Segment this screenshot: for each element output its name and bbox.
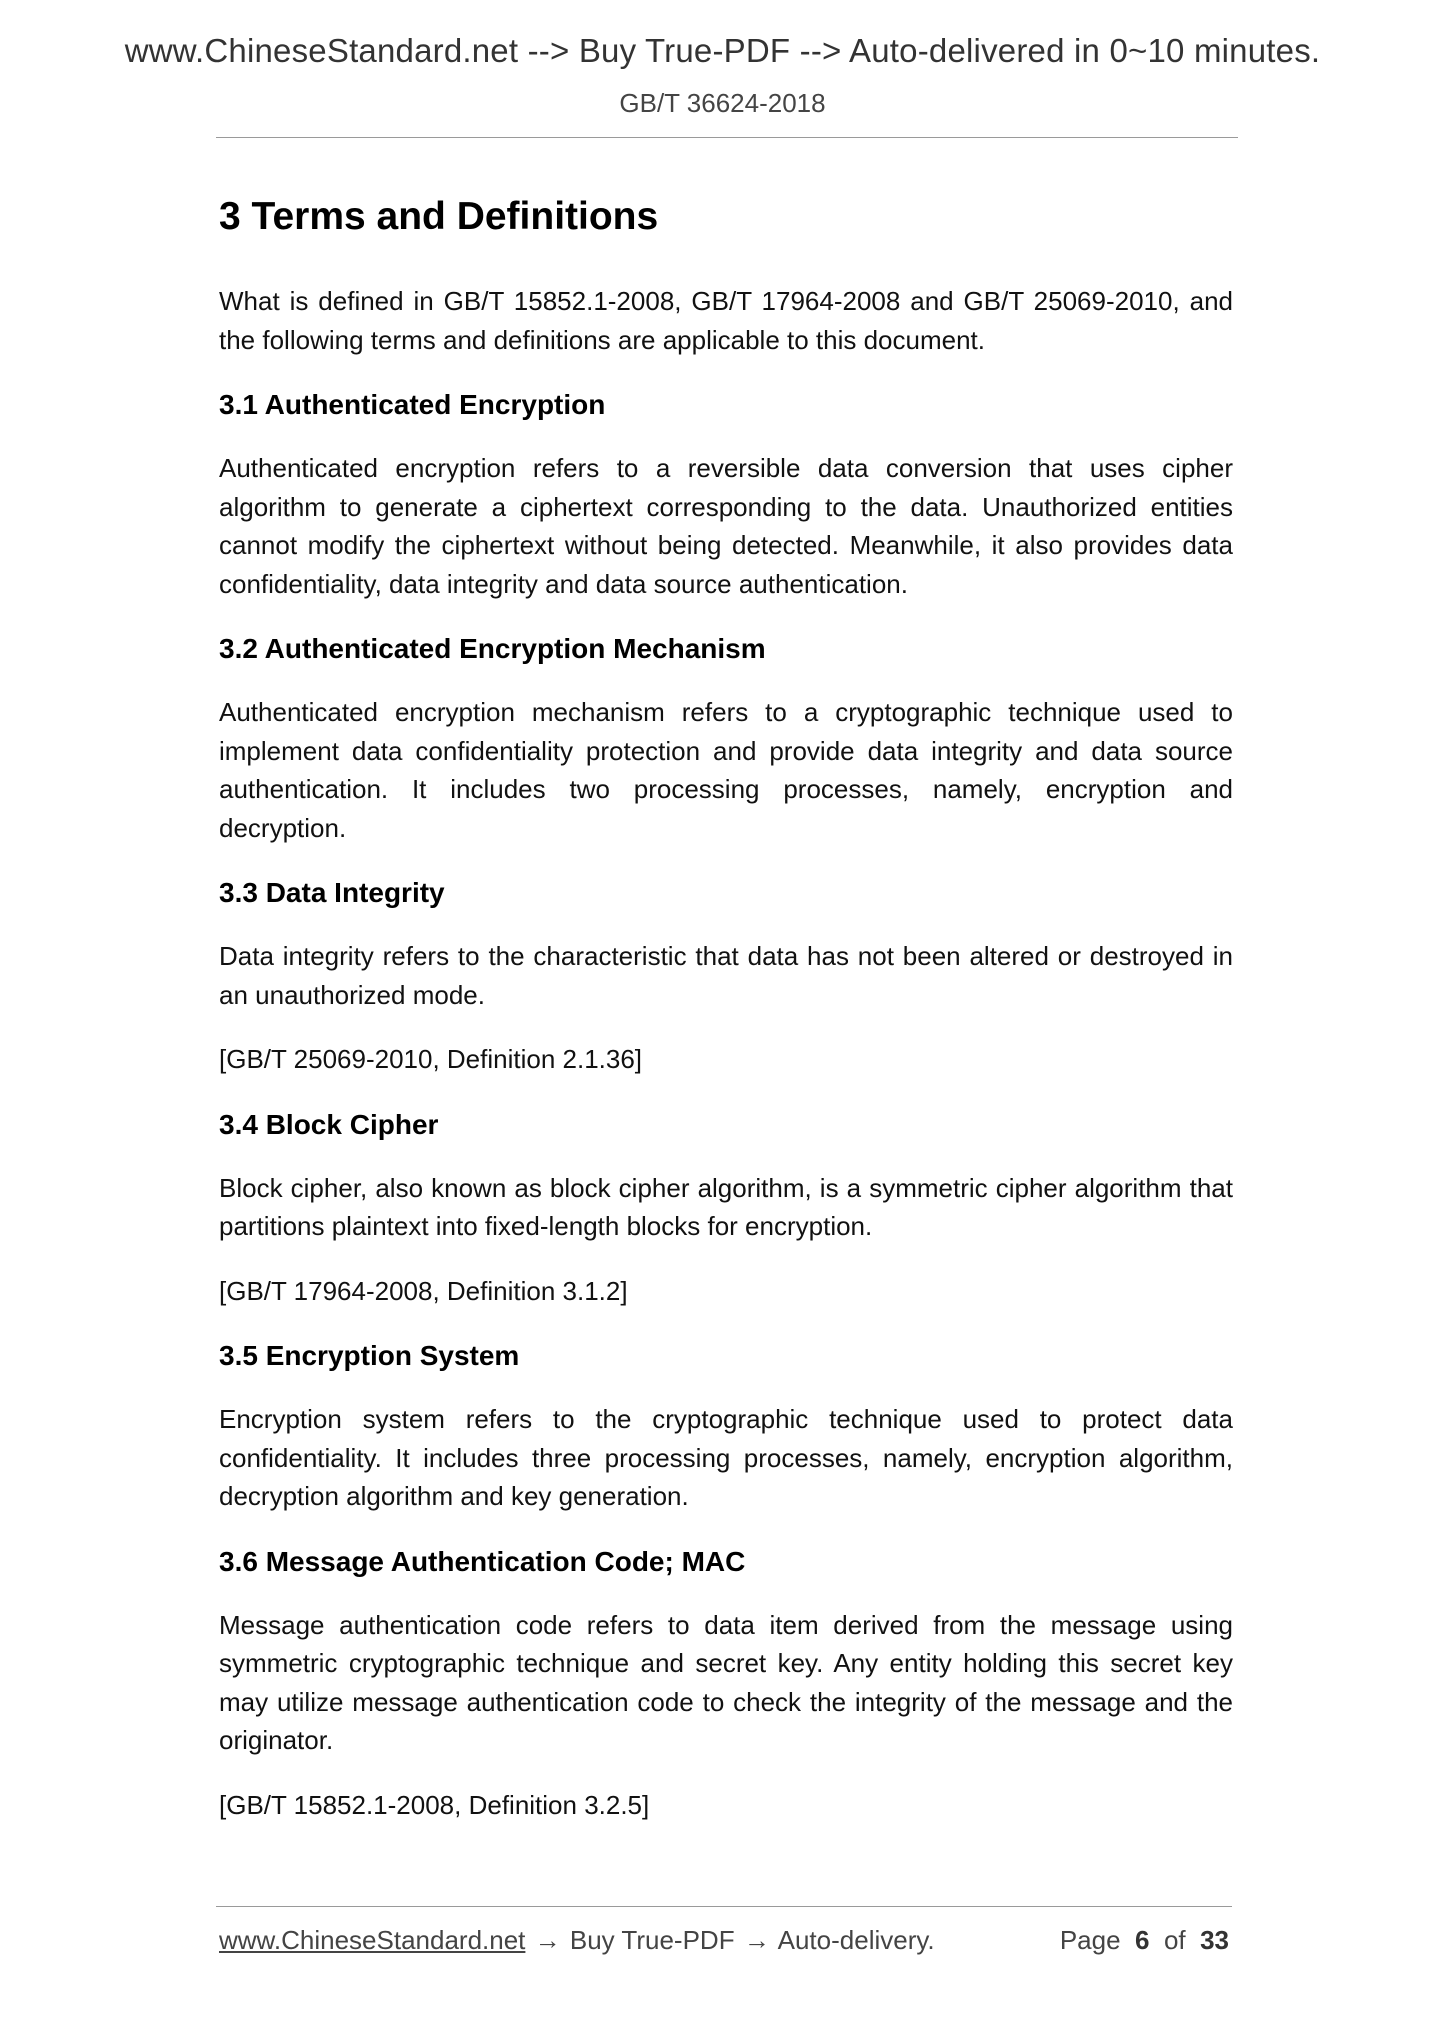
header-divider [216,137,1238,138]
term-heading: 3.4 Block Cipher [219,1108,439,1140]
section-intro: What is defined in GB/T 15852.1-2008, GB/T 17964-2008 and GB/T 25069-2010, and the following terms and definitions are applicable to this document. [219,286,1233,355]
page-number: 6 [1135,1925,1150,1955]
page-indicator [1060,1922,1229,1958]
term-heading: 3.6 Message Authentication Code; MAC [219,1545,746,1577]
term-heading: 3.5 Encryption System [219,1340,520,1371]
of-label: of [1163,1925,1186,1955]
term-reference: [GB/T 15852.1-2008, Definition 3.2.5] [219,1789,650,1820]
footer-buy-text: Buy True-PDF [569,1925,735,1955]
footer-divider [216,1906,1232,1907]
arrow-right-icon: → [743,1925,770,1955]
footer-promo [219,1922,935,1958]
footer-delivery-text: Auto-delivery. [777,1925,935,1955]
site-banner: www.ChineseStandard.net --> Buy True-PDF --> Auto-delivered in 0~10 minutes. [124,32,1321,69]
footer-site-link[interactable]: www.ChineseStandard.net [219,1925,526,1955]
section-title: 3 Terms and Definitions [219,195,659,238]
term-heading: 3.1 Authenticated Encryption [219,389,606,420]
standard-code: GB/T 36624-2018 [619,88,826,118]
term-body: Authenticated encryption refers to a reversible data conversion that uses cipher algorithm to generate a ciphertext corresponding to the data. Unauthorized entities cannot modify the ciphertext without being detected. Meanwhile, it also provides data confidentiality, data integrity and data source authentication. [219,453,1233,599]
term-body: Block cipher, also known as block cipher algorithm, is a symmetric cipher algorithm that partitions plaintext into fixed-length blocks for encryption. [219,1172,1233,1241]
term-reference: [GB/T 17964-2008, Definition 3.1.2] [219,1275,628,1306]
term-body: Data integrity refers to the characteristic that data has not been altered or destroyed in an unauthorized mode. [219,941,1233,1010]
term-body: Authenticated encryption mechanism refers to a cryptographic technique used to implement data confidentiality protection and provide data integrity and data source authentication. It includes two processing processes, namely, encryption and decryption. [219,697,1233,843]
term-body: Message authentication code refers to data item derived from the message using symmetric cryptographic technique and secret key. Any entity holding this secret key may utilize message authentication code to check the integrity of the message and the originator. [219,1609,1233,1755]
term-body: Encryption system refers to the cryptographic technique used to protect data confidentiality. It includes three processing processes, namely, encryption algorithm, decryption algorithm and key generation. [219,1404,1233,1511]
term-heading: 3.3 Data Integrity [219,877,445,908]
term-heading: 3.2 Authenticated Encryption Mechanism [219,633,766,664]
total-pages: 33 [1200,1925,1229,1955]
arrow-right-icon: → [534,1925,561,1955]
main-content [219,192,1233,1850]
term-reference: [GB/T 25069-2010, Definition 2.1.36] [219,1044,643,1074]
page-label: Page [1059,1925,1121,1955]
